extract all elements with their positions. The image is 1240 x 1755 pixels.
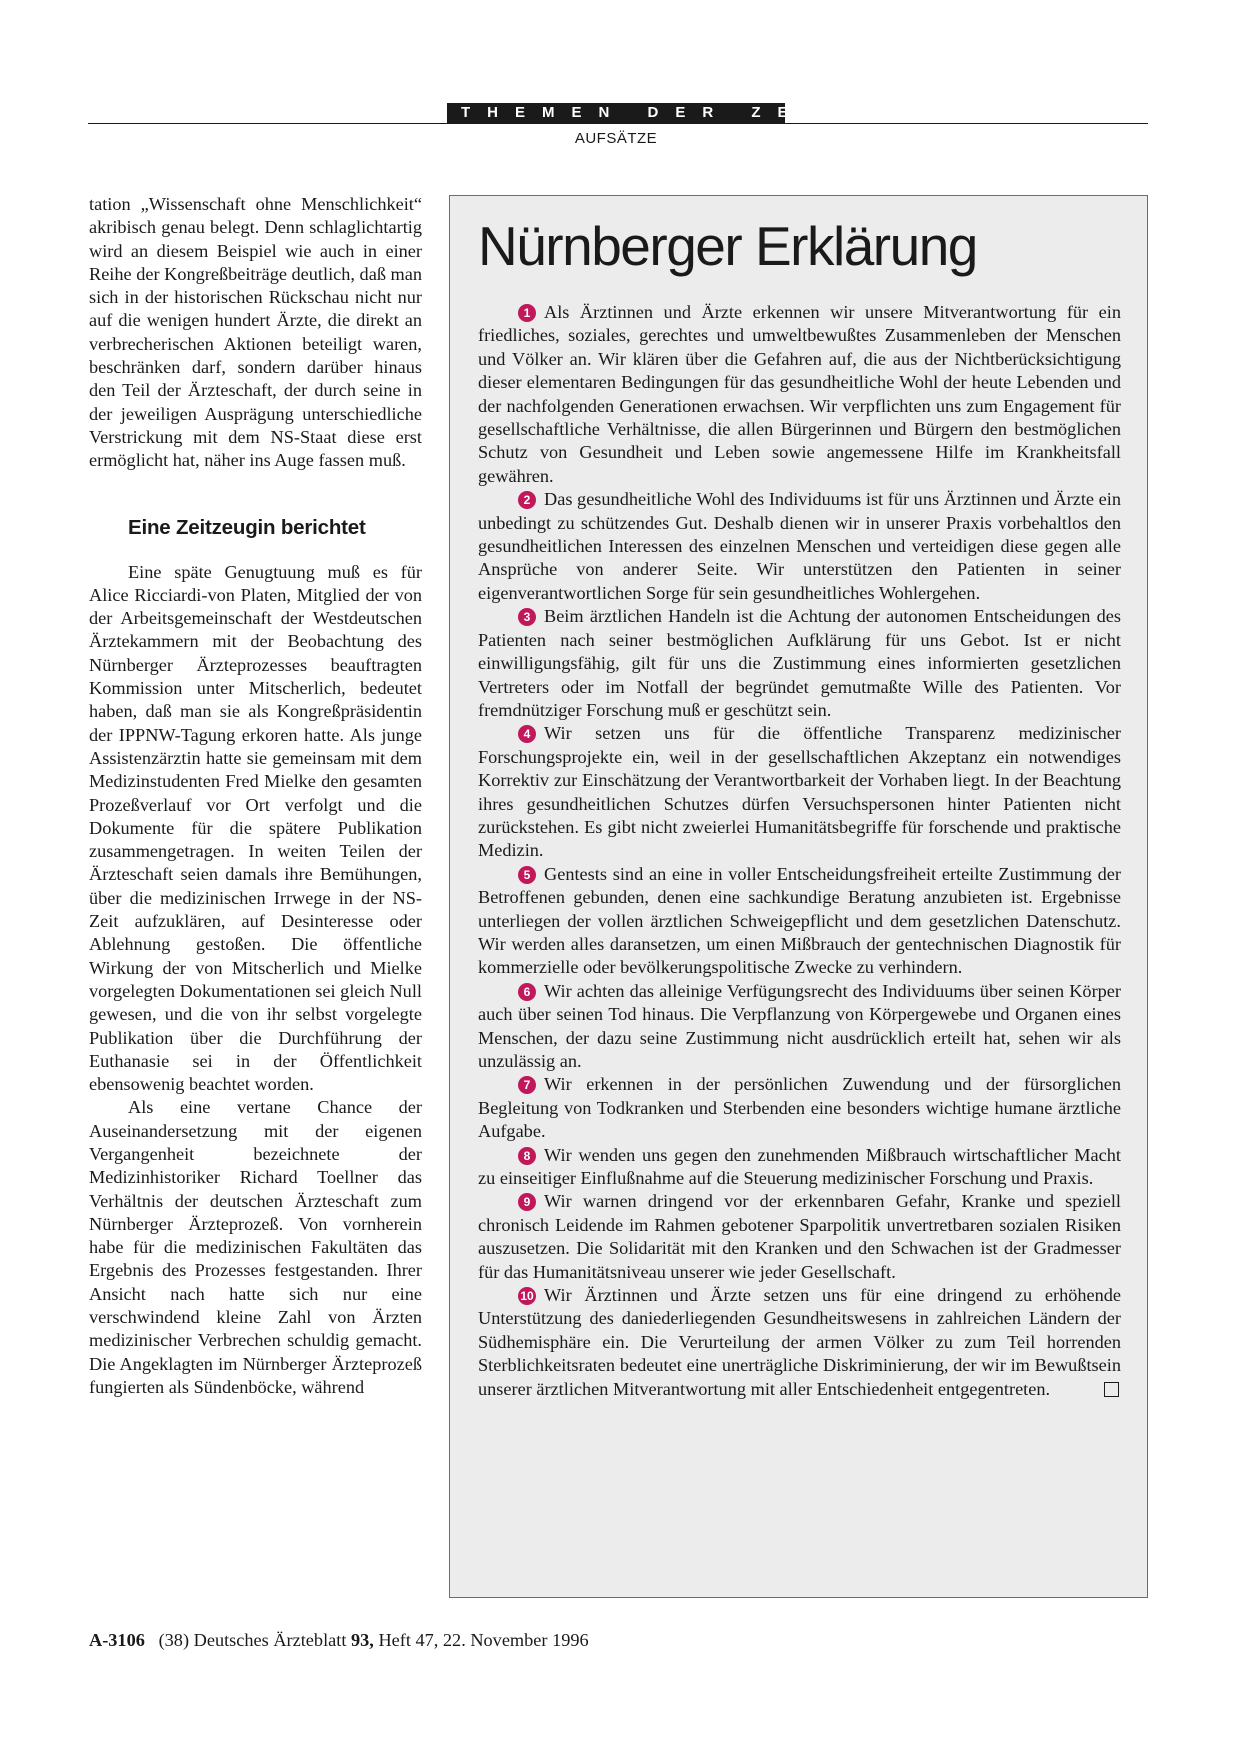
declaration-text: Wir Ärztinnen und Ärzte setzen uns für eine dringend zu erhöhende Unterstützung des daniederliegenden Gesundheitswesens in zahlreichen Ländern der Südhemisphäre ein. Die Verurteilung der armen Völker zu zum Teil horrenden Sterblichkeitsraten bedeutet eine unerträgliche Diskriminierung, der wir im Bewußtsein unserer ärztlichen Mitverantwortung mit aller Entschiedenheit entgegentreten.: [478, 1285, 1121, 1399]
declaration-text: Wir setzen uns für die öffentliche Transparenz medizinischer Forschungsprojekte ein, weil in der gesellschaftlichen Akzeptanz ein notwendiges Korrektiv zur Einschätzung der Verantwortbarkeit der Vorhaben liegt. In der Beachtung ihres gesundheitlichen Schutzes dürfen Versuchspersonen hinter Patienten nicht zurückstehen. Es gibt nicht zweierlei Humanitätsbegriffe für forschende und praktische Medizin.: [478, 723, 1121, 861]
journal-issue: Heft 47, 22. November 1996: [378, 1630, 589, 1650]
declaration-item: [478, 605, 1121, 722]
declaration-text: Wir erkennen in der persönlichen Zuwendung und der fürsorglichen Begleitung von Todkranken und Sterbenden eine besonders wichtige humane ärztliche Aufgabe.: [478, 1074, 1121, 1142]
number-badge-icon: 4: [518, 725, 536, 743]
number-badge-icon: 2: [518, 491, 536, 509]
paragraph: Als eine vertane Chance der Auseinandersetzung mit der eigenen Vergangenheit bezeichnete der Medizinhistoriker Richard Toellner das Verhältnis der deutschen Ärzteschaft zum Nürnberger Ärzteprozeß. Von vornherein habe für die medizinischen Fakultäten das Ergebnis des Prozesses festgestanden. Ihrer Ansicht nach hatte sich nur eine verschwindend kleine Zahl von Ärzten medizinischer Verbrechen schuldig gemacht. Die Angeklagten im Nürnberger Ärzteprozeß fungierten als Sündenböcke, während: [89, 1097, 422, 1397]
declaration-body: [478, 301, 1121, 1401]
page-code: A-3106: [89, 1630, 145, 1650]
number-badge-icon: 5: [518, 866, 536, 884]
subsection-label: AUFSÄTZE: [574, 130, 658, 147]
declaration-text: Als Ärztinnen und Ärzte erkennen wir unsere Mitverantwortung für ein friedliches, soziales, gerechtes und umweltbewußtes Zusammenleben der Menschen und Völker an. Wir klären über die Gefahren auf, die aus der Nichtberücksichtigung dieser elementaren Bedingungen für das gesundheitliche Wohl der heute Lebenden und der nachfolgenden Generationen erwachsen. Wir verpflichten uns zum Engagement für gesellschaftliche Verhältnisse, die allen Bürgerinnen und Bürgern den bestmöglichen Schutz von Gesundheit und Leben sowie angemessene Hilfe im Krankheitsfall gewähren.: [478, 302, 1121, 486]
declaration-box: [449, 195, 1148, 1598]
number-badge-icon: 6: [518, 983, 536, 1001]
declaration-text: Beim ärztlichen Handeln ist die Achtung der autonomen Entscheidungen des Patienten nach seiner bestmöglichen Aufklärung für uns Gebot. Ist er nicht einwilligungsfähig, gilt für uns die Zustimmung eines informierten gesetzlichen Vertreters oder im Notfall der begründet gemutmaßte Wille des Patienten. Vor fremdnütziger Forschung muß er geschützt sein.: [478, 606, 1121, 720]
header-rule: [88, 123, 1148, 124]
number-badge-icon: 3: [518, 608, 536, 626]
number-badge-icon: 10: [518, 1287, 536, 1305]
left-column: [89, 193, 422, 1399]
declaration-text: Das gesundheitliche Wohl des Individuums ist für uns Ärztinnen und Ärzte ein unbedingt zu schützendes Gut. Deshalb dienen wir in unserer Praxis vorbehaltlos den gesundheitlichen Interessen des einzelnen Menschen und verteidigen diese gegen alle Ansprüche von anderer Seite. Wir unterstützen den Patienten in seiner eigenverantwortlichen Sorge für sein gesundheitliches Wohlergehen.: [478, 489, 1121, 603]
declaration-item: [478, 1190, 1121, 1284]
declaration-title: Nürnberger Erklärung: [478, 215, 977, 277]
declaration-text: Wir wenden uns gegen den zunehmenden Mißbrauch wirtschaftlicher Macht zu einseitiger Einflußnahme auf die Steuerung medizinischer Forschung und Praxis.: [478, 1144, 1121, 1189]
number-badge-icon: 1: [518, 304, 536, 322]
journal-volume: 93,: [351, 1630, 374, 1650]
journal-name: Deutsches Ärzteblatt: [193, 1630, 347, 1650]
section-tag: THEMEN DER ZEIT: [447, 103, 785, 123]
number-badge-icon: 9: [518, 1193, 536, 1211]
declaration-text: Wir achten das alleinige Verfügungsrecht des Individuums über seinen Körper auch über seinen Tod hinaus. Die Verpflanzung von Körpergewebe und Organen eines Menschen, der dazu seine Zustimmung nicht ausdrücklich erteilt hat, sehen wir als unzulässig an.: [478, 980, 1121, 1071]
declaration-item: [478, 1073, 1121, 1143]
declaration-text: Gentests sind an eine in voller Entscheidungsfreiheit erteilte Zustimmung der Betroffenen gebunden, denen eine sachkundige Beratung anzubieten ist. Ergebnisse unterliegen der vollen ärztlichen Schweigepflicht und dem gesetzlichen Datenschutz. Wir werden alles daransetzen, um einen Mißbrauch der gentechnischen Diagnostik für kommerzielle oder bevölkerungspolitische Zwecke zu verhindern.: [478, 863, 1121, 978]
end-mark-square-icon: [1104, 1382, 1119, 1397]
declaration-item: [478, 301, 1121, 488]
page-footer: [89, 1628, 589, 1652]
declaration-item: [478, 488, 1121, 605]
declaration-item: [478, 1144, 1121, 1191]
declaration-item: [478, 1284, 1121, 1401]
paragraph: tation „Wissenschaft ohne Menschlichkeit“ akribisch genau belegt. Denn schlaglichtartig wird an diesem Beispiel wie auch in einer Reihe der Kongreßbeiträge deutlich, daß man sich in der historischen Rückschau nicht nur auf die wenigen hundert Ärzte, die direkt an verbrecherischen Aktionen beteiligt waren, beschränken darf, sondern darüber hinaus den Teil der Ärzteschaft, der durch seine in der jeweiligen Ausprägung unterschiedliche Verstrickung mit dem NS-Staat diese erst ermöglicht hat, näher ins Auge fassen muß.: [89, 194, 422, 471]
declaration-item: [478, 863, 1121, 980]
number-badge-icon: 8: [518, 1147, 536, 1165]
paragraph: Eine späte Genugtuung muß es für Alice Ricciardi-von Platen, Mitglied der von der Arbeitsgemeinschaft der Westdeutschen Ärztekammern mit der Beobachtung des Nürnberger Ärzteprozesses beauftragten Kommission unter Mitscherlich, bedeutet haben, daß man sie als Kongreßpräsidentin der IPPNW-Tagung erkoren hatte. Als junge Assistenzärztin hatte sie gemeinsam mit dem Medizinstudenten Fred Mielke den gesamten Prozeßverlauf vor Ort verfolgt und die Dokumente für die spätere Publikation zusammengetragen. In weiten Teilen der Ärzteschaft seien damals ihre Bemühungen, über die medizinischen Irrwege in der NS-Zeit aufzuklären, auf Desinteresse oder Ablehnung gestoßen. Die öffentliche Wirkung der von Mitscherlich und Mielke vorgelegten Dokumentationen sei gleich Null gewesen, und die von ihr selbst vorgelegte Publikation über die Durchführung der Euthanasie sei in der Öffentlichkeit ebensowenig beachtet worden.: [89, 561, 422, 1095]
page-number: (38): [158, 1630, 190, 1650]
declaration-item: [478, 722, 1121, 862]
declaration-item: [478, 980, 1121, 1074]
declaration-text: Wir warnen dringend vor der erkennbaren Gefahr, Kranke und speziell chronisch Leidende im Rahmen gebotener Sparpolitik unvertretbaren sozialen Risiken auszusetzen. Die Solidarität mit den Kranken und den Schwachen ist der Gradmesser für das Humanitätsniveau unserer wie jeder Gesellschaft.: [478, 1191, 1121, 1282]
number-badge-icon: 7: [518, 1076, 536, 1094]
subheading: Eine Zeitzeugin berichtet: [128, 515, 366, 539]
